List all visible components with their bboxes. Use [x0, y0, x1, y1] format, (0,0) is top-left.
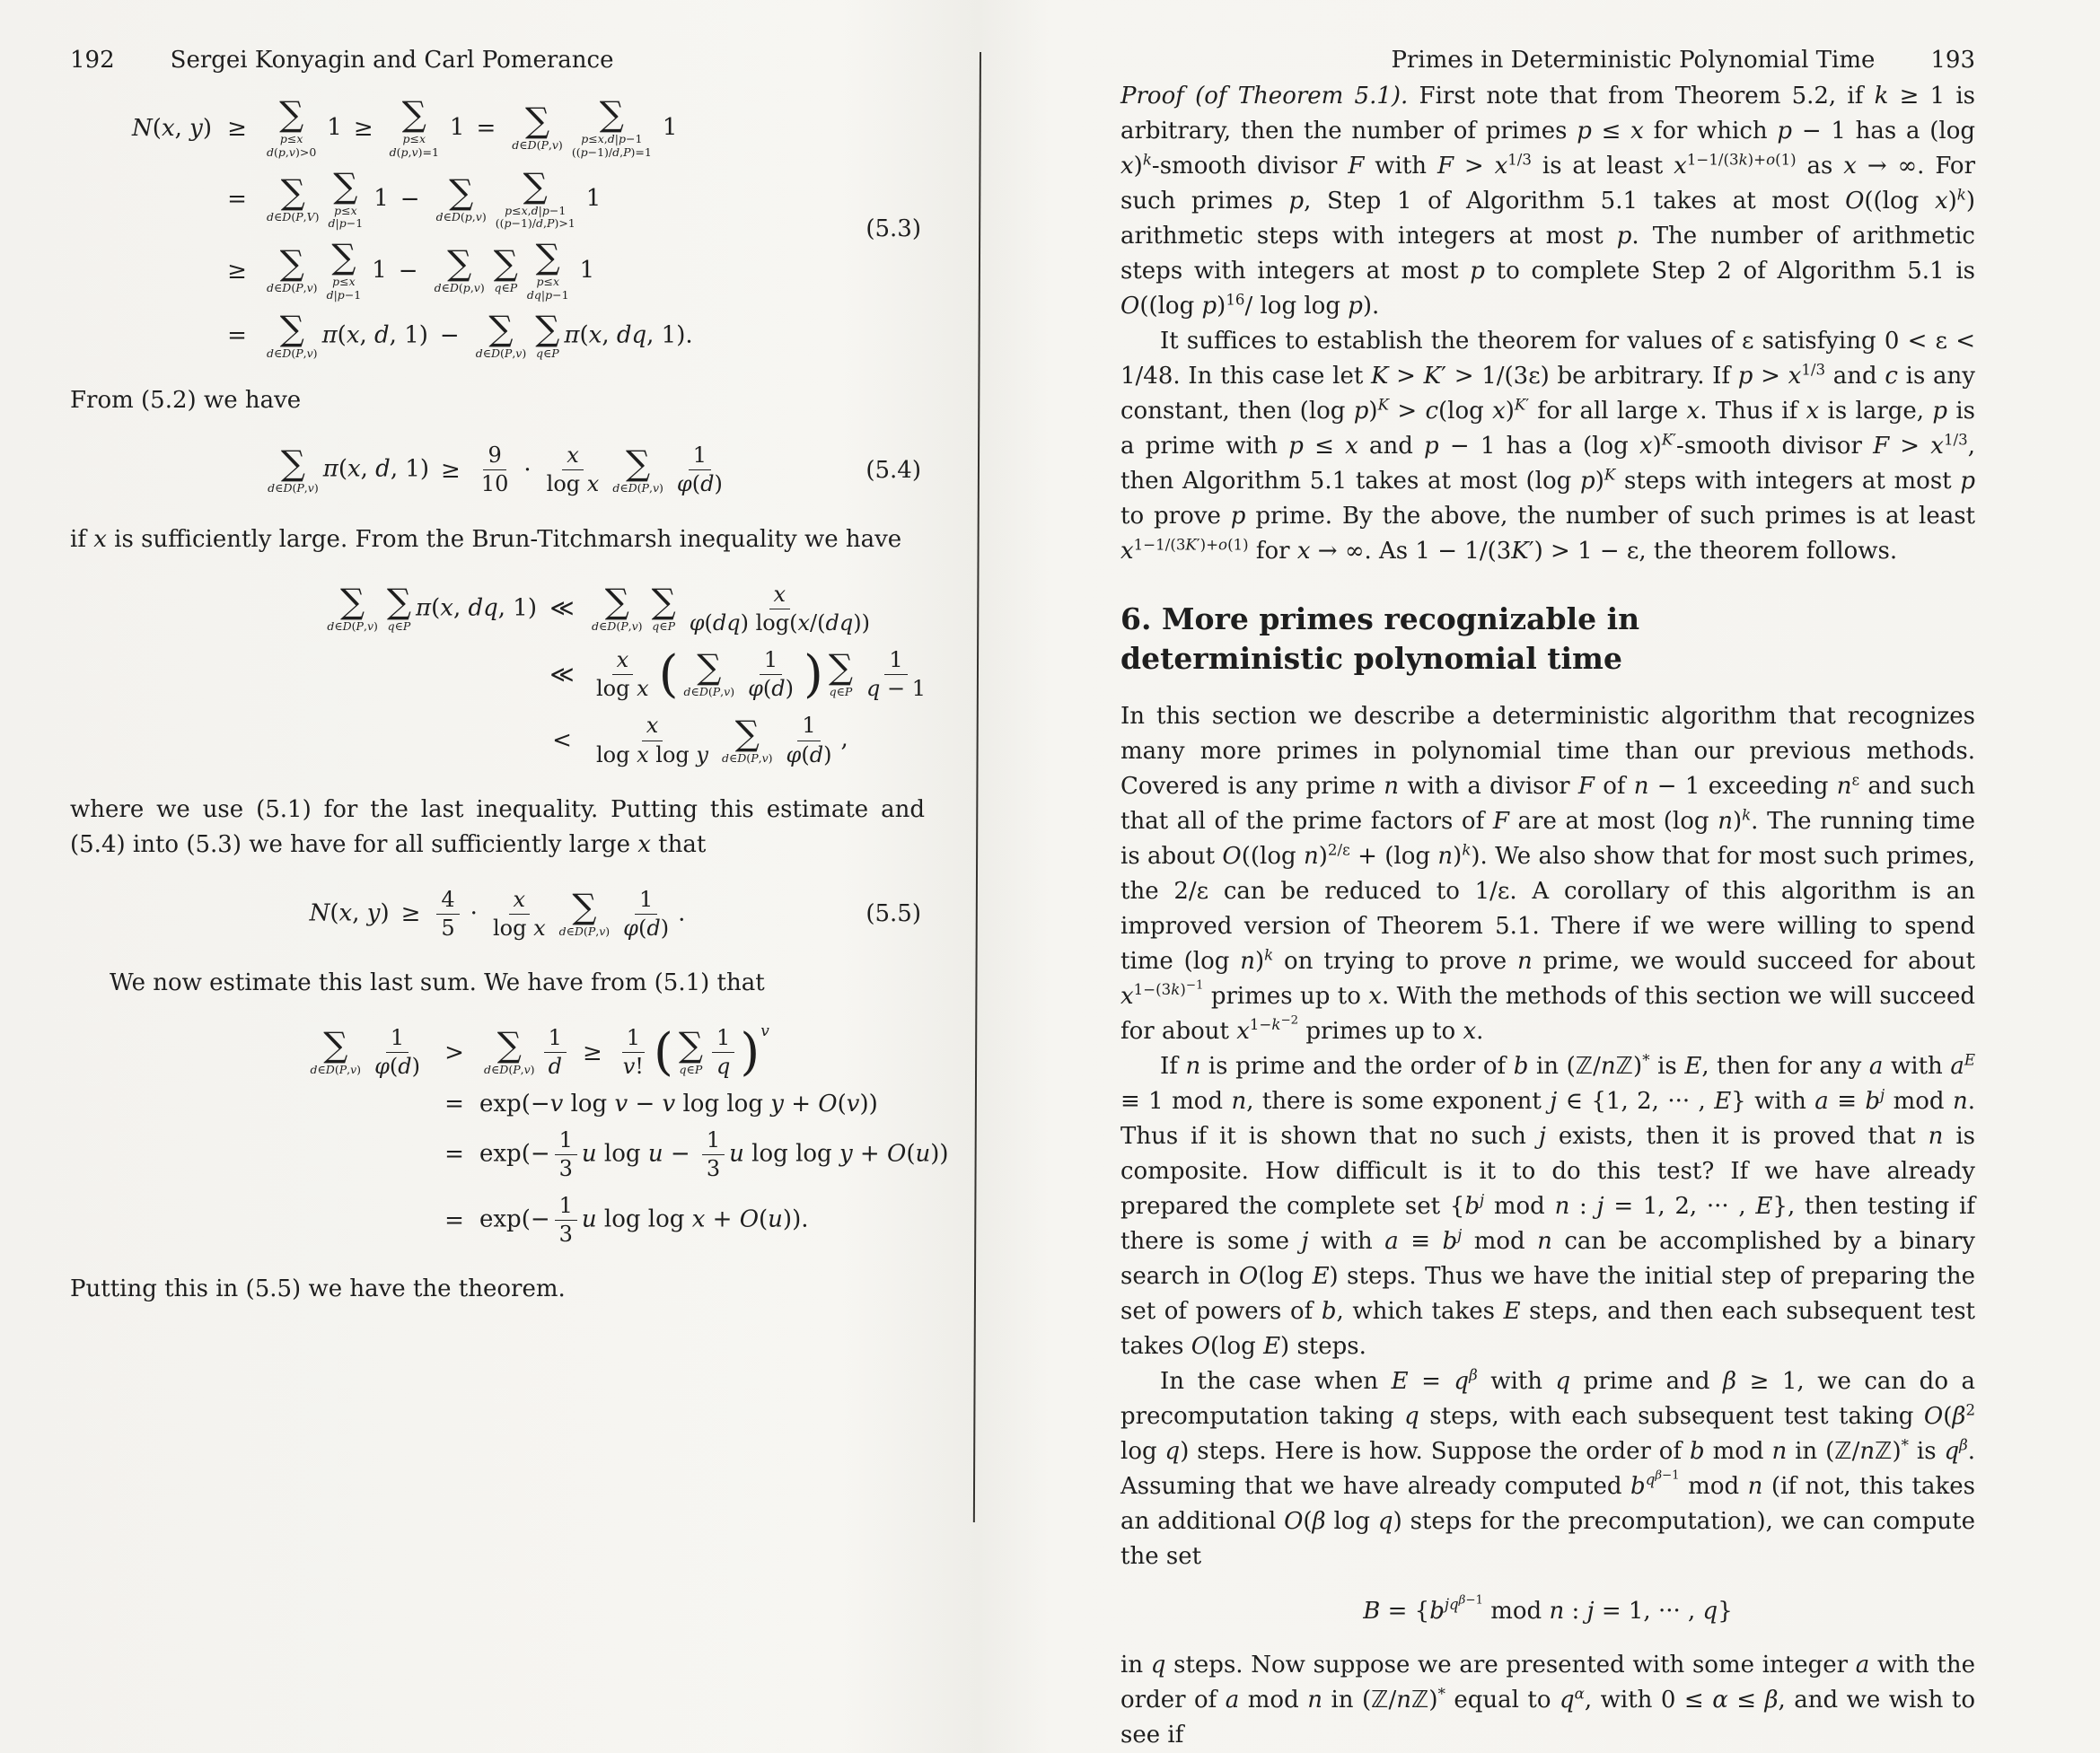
- page-number-left: 192: [70, 47, 115, 74]
- para-where-we-use: where we use (5.1) for the last inequality. Putting this estimate and (5.4) into (5.3) we have for all sufficiently large x that: [70, 795, 925, 858]
- equation-5-5: [70, 886, 925, 942]
- page-gutter-line: [973, 52, 981, 1522]
- para-in-q-steps: in q steps. Now suppose we are presented with some integer a with the order of a mod n in (ℤ/nℤ)* equal to $q^\alpha$, with 0 ≤ α ≤ β, and we wish to see if: [1120, 1652, 1976, 1749]
- equation-exp-chain: [70, 1021, 949, 1249]
- equation-5-5-body: N(x, y) ≥ $\frac{4}{5}$ · $\frac{x}{\text{log x}}$ ∑ d∈D(P,v) $\frac{1}{\varphi(d)}$ .: [309, 886, 686, 941]
- equation-brun-chain-body: ∑ d∈D(P,v) ∑ q∈P π(x, dq, 1) ≪ ∑ d∈D(P,v) ∑ q∈P $\frac{x}{\varphi(dq) \log(x/(dq))}$ ≪ $\frac{x}{\text{log x}}$ ( ∑ d∈D(P,v) $\frac{1}{\varphi(d)}$ ) ∑ q∈P $\frac{1}{q - 1}$ < $\frac{x}{\text{log x log y}}$ ∑ d∈D(P,v) $\frac{1}{\varphi(d)}$ ,: [327, 581, 927, 767]
- running-head-right: [1120, 47, 1975, 74]
- para-from-5-2: From (5.2) we have: [70, 387, 302, 415]
- page-number-right: 193: [1930, 47, 1975, 74]
- para-it-suffices: It suffices to establish the theorem for values of ε satisfying 0 < ε < 1/48. In this case let K > K′ > 1/(3ε) be arbitrary. If $p > x^{1/3}$ and c is any constant, then (log p)$^K$ > c(log x)$^{K'}$ for all large x. Thus if x is large, p is a prime with p ≤ x and p − 1 has a (log x)$^{K'}$-smooth divisor $F > x^{1/3}$, then Algorithm 5.1 takes at most (log p)$^K$ steps with integers at most p to prove p prime. By the above, the number of such primes is at least $x^{1-1/(3K')+o(1)}$ for x → ∞. As 1 − 1/(3K′) > 1 − ε, the theorem follows.: [1120, 328, 1976, 565]
- para-estimate-sum: We now estimate this last sum. We have from (5.1) that: [110, 969, 765, 997]
- equation-set-B-body: $B = \{b^{jq^{\beta-1}}$ mod n : j = 1, ··· , q}: [1363, 1593, 1733, 1626]
- equation-set-B: [1120, 1593, 1975, 1626]
- equation-exp-chain-body: ∑ d∈D(P,v) $\frac{1}{\varphi(d)}$ > ∑ d∈D(P,v) $\frac{1}{d}$ ≥ $\frac{1}{v!}$ ( ∑ q∈P $\frac{1}{q}$ )v = exp(−v log v − v log log y + O(v)) = exp(− $\frac{1}{3}$ u log u − $\frac{1}{3}$ u log log y + O(u)) = exp(− $\frac{1}{3}$ u log log x + O(u)).: [310, 1021, 949, 1248]
- page-192: [70, 47, 949, 1307]
- para-putting-this: Putting this in (5.5) we have the theorem.: [70, 1275, 566, 1303]
- equation-brun-chain: [70, 581, 925, 769]
- running-title-right: Primes in Deterministic Polynomial Time: [1391, 47, 1876, 74]
- para-brun-titchmarsh: if x is sufficiently large. From the Brun-Titchmarsh inequality we have: [70, 525, 902, 553]
- running-head-left: [70, 47, 925, 74]
- para-section-intro: In this section we describe a deterministic algorithm that recognizes many more primes in polynomial time than our previous methods. Covered is any prime n with a divisor F of n − 1 exceeding $n^\varepsilon$ and such that all of the prime factors of F are at most (log n)$^k$. The running time is about O((log n)$^{2/\varepsilon}$ + (log n)$^k$). We also show that for most such primes, the 2/ε can be reduced to 1/ε. A corollary of this algorithm is an improved version of Theorem 5.1. There if we were willing to spend time (log n)$^k$ on trying to prove n prime, we would succeed for about $x^{1-(3k)^{-1}}$ primes up to x. With the methods of this section we will succeed for about $x^{1-k^{-2}}$ primes up to x.: [1120, 703, 1975, 1046]
- running-title-left: Sergei Konyagin and Carl Pomerance: [170, 47, 614, 74]
- equation-5-5-tag: (5.5): [865, 900, 921, 928]
- equation-5-4-tag: (5.4): [865, 456, 921, 484]
- para-if-n-is-prime: If n is prime and the order of b in (ℤ/nℤ)* is E, then for any a with $a^E \equiv 1$ mod n, there is some exponent j ∈ {1, 2, ··· , E} with $a \equiv b^j$ mod n. Thus if it is shown that no such j exists, then it is proved that n is composite. How difficult is it to do this test? If we have already prepared the complete set {$b^j$ mod n : j = 1, 2, ··· , E}, then testing if there is some j with $a \equiv b^j$ mod n can be accomplished by a binary search in O(log E) steps. Thus we have the initial step of preparing the set of powers of b, which takes E steps, and then each subsequent test takes O(log E) steps.: [1120, 1051, 1976, 1361]
- equation-5-3: [70, 94, 925, 360]
- equation-5-3-body: N(x, y) ≥ ∑ p≤x d(p,v)>0 1 ≥ ∑ p≤x d(p,v)=1 1 = ∑ d∈D(P,v) ∑ p≤x,d|p−1 ((p−1)/d,P)=1 1 = ∑ d∈D(P,V) ∑ p≤x d|p−1 1 − ∑ d∈D(p,v) ∑ p≤x,d|p−1 ((p−1)/d,P)>1 1 ≥ ∑ d∈D(P,v) ∑ p≤x d|p−1 1 − ∑ d∈D(p,v) ∑ q∈P ∑ p≤x dq|p−1 1 = ∑ d∈D(P,v) π(x, d, 1) − ∑ d∈D(P,v) ∑ q∈P π(x, dq, 1).: [132, 94, 693, 360]
- equation-5-4: [70, 442, 925, 498]
- para-in-the-case: In the case when $E = q^\beta$ with q prime and β ≥ 1, we can do a precomputation taking q steps, with each subsequent test taking $O(\beta^2$ log q) steps. Here is how. Suppose the order of b mod n in (ℤ/nℤ)* is $q^\beta$. Assuming that we have already computed $b^{q^{\beta-1}}$ mod n (if not, this takes an additional O(β log q) steps for the precomputation), we can compute the set: [1120, 1366, 1976, 1571]
- section-6-heading: 6. More primes recognizable in deterministic polynomial time: [1120, 601, 1640, 676]
- para-proof-theorem-5-1: Proof (of Theorem 5.1). First note that from Theorem 5.2, if k ≥ 1 is arbitrary, then the number of primes p ≤ x for which p − 1 has a (log x)$^k$-smooth divisor F with $F > x^{1/3}$ is at least $x^{1-1/(3k)+o(1)}$ as x → ∞. For such primes p, Step 1 of Algorithm 5.1 takes at most O((log x)$^k$) arithmetic steps with integers at most p. The number of arithmetic steps with integers at most p to complete Step 2 of Algorithm 5.1 is O((log p)$^{16}$/ log log p).: [1120, 83, 1976, 320]
- equation-5-3-tag: (5.3): [865, 215, 921, 242]
- page-193: [1120, 47, 1975, 1753]
- equation-5-4-body: ∑ d∈D(P,v) π(x, d, 1) ≥ $\frac{9}{10}$ · $\frac{x}{\text{log x}}$ ∑ d∈D(P,v) $\frac{1}{\varphi(d)}$: [268, 443, 723, 497]
